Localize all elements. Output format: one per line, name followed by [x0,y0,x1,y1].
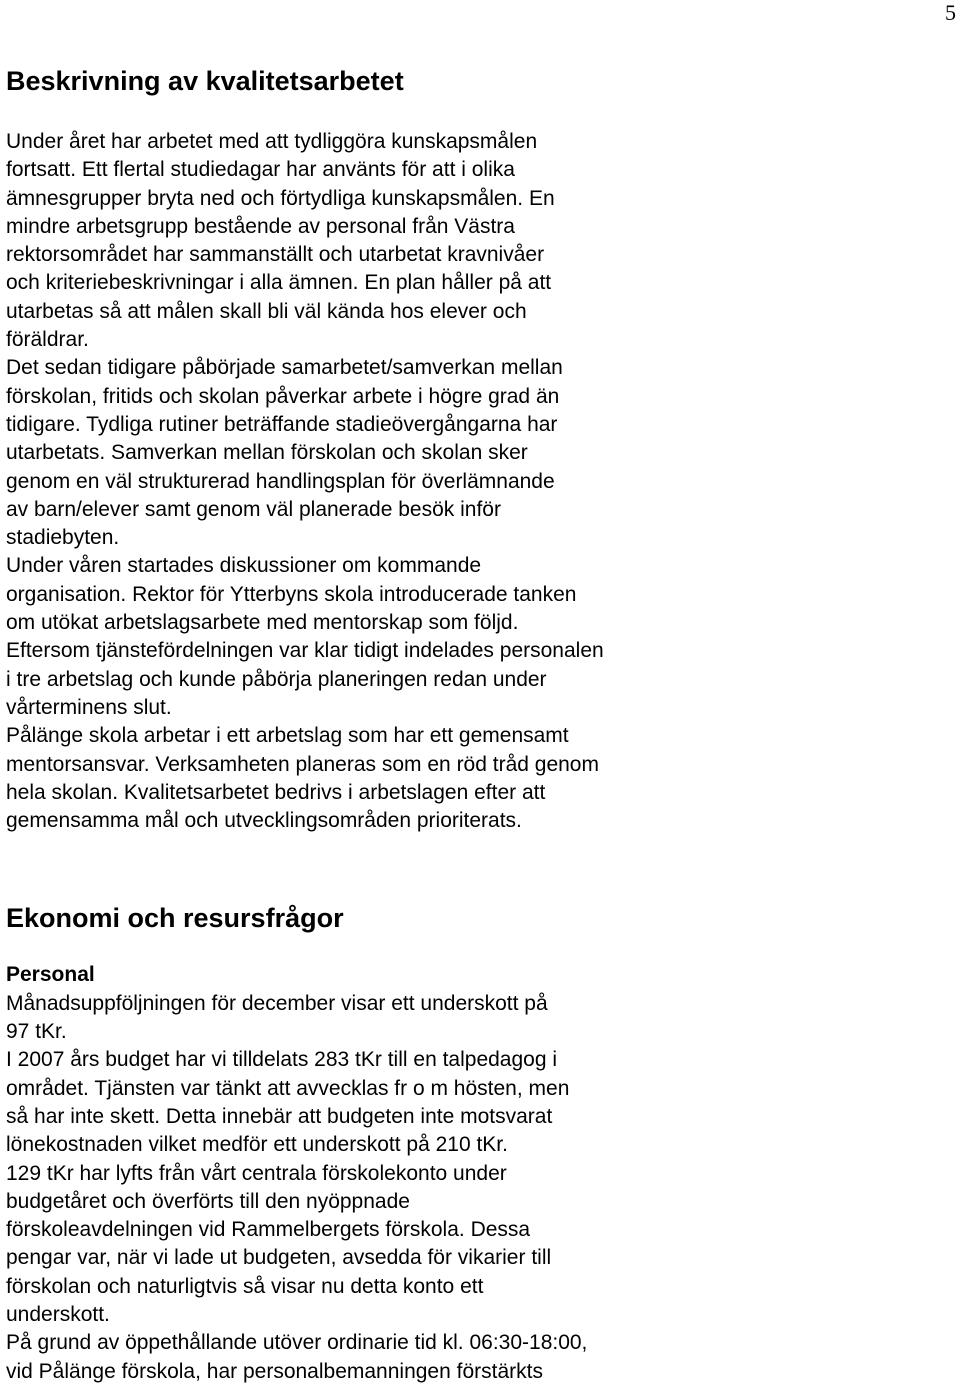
text-line: Under våren startades diskussioner om kommande [6,554,482,578]
text-line: förskolan och naturligtvis så visar nu detta konto ett [6,1274,484,1298]
subheading-personal: Personal [6,963,95,987]
text-line: ämnesgrupper bryta ned och förtydliga kunskapsmålen. En [6,186,555,210]
text-line: vårterminens slut. [6,695,172,719]
text-line: vid Pålänge förskola, har personalbemanningen förstärkts [6,1359,543,1383]
text-line: förskolan, fritids och skolan påverkar arbete i högre grad än [6,384,560,408]
text-line: genom en väl strukturerad handlingsplan för överlämnande [6,469,555,493]
page-number: 5 [945,0,956,25]
text-line: utarbetas så att målen skall bli väl kända hos elever och [6,299,527,323]
text-line: om utökat arbetslagsarbete med mentorskap som följd. [6,611,519,635]
text-line: underskott. [6,1302,110,1326]
text-line: Pålänge skola arbetar i ett arbetslag som har ett gemensamt [6,724,569,748]
text-line: stadiebyten. [6,526,120,550]
section-heading-ekonomi: Ekonomi och resursfrågor [6,903,344,934]
text-line: budgetåret och överförts till den nyöppnade [6,1189,410,1213]
section-text-kvalitetsarbete [6,128,726,835]
text-line: området. Tjänsten var tänkt att avvecklas fr o m hösten, men [6,1076,570,1100]
section-text-ekonomi [6,990,726,1386]
text-line: hela skolan. Kvalitetsarbetet bedrivs i arbetslagen efter att [6,780,546,804]
text-line: Eftersom tjänstefördelningen var klar tidigt indelades personalen [6,639,604,663]
text-line: Det sedan tidigare påbörjade samarbetet/samverkan mellan [6,356,563,380]
text-line: mentorsansvar. Verksamheten planeras som en röd tråd genom [6,752,599,776]
text-line: Under året har arbetet med att tydliggöra kunskapsmålen [6,130,538,153]
section-heading-kvalitetsarbete: Beskrivning av kvalitetsarbetet [6,66,404,96]
text-line: 97 tKr. [6,1020,67,1044]
text-line: mindre arbetsgrupp bestående av personal från Västra [6,214,515,238]
text-line: I 2007 års budget har vi tilldelats 283 tKr till en talpedagog i [6,1048,558,1072]
section-spacer [6,835,726,899]
text-line: På grund av öppethållande utöver ordinarie tid kl. 06:30-18:00, [6,1331,588,1355]
text-line: rektorsområdet har sammanställt och utarbetat kravnivåer [6,243,545,267]
text-line: 129 tKr har lyfts från vårt centrala förskolekonto under [6,1161,507,1185]
text-line: lönekostnaden vilket medför ett underskott på 210 tKr. [6,1133,508,1157]
text-line: av barn/elever samt genom väl planerade besök inför [6,497,501,521]
text-line: föräldrar. [6,328,89,352]
text-line: pengar var, när vi lade ut budgeten, avsedda för vikarier till [6,1246,552,1270]
text-line: så har inte skett. Detta innebär att budgeten inte motsvarat [6,1104,553,1128]
text-line: fortsatt. Ett flertal studiedagar har använts för att i olika [6,158,515,182]
text-line: utarbetats. Samverkan mellan förskolan och skolan sker [6,441,528,465]
text-line: organisation. Rektor för Ytterbyns skola introducerade tanken [6,582,577,606]
text-line: och kriteriebeskrivningar i alla ämnen. En plan håller på att [6,271,552,295]
text-line: i tre arbetslag och kunde påbörja planeringen redan under [6,667,547,691]
document-body [6,62,726,1386]
text-line: Månadsuppföljningen för december visar ett underskott på [6,991,548,1015]
text-line: gemensamma mål och utvecklingsområden prioriterats. [6,809,522,833]
text-line: tidigare. Tydliga rutiner beträffande stadieövergångarna har [6,412,558,436]
text-line: förskoleavdelningen vid Rammelbergets förskola. Dessa [6,1218,531,1242]
